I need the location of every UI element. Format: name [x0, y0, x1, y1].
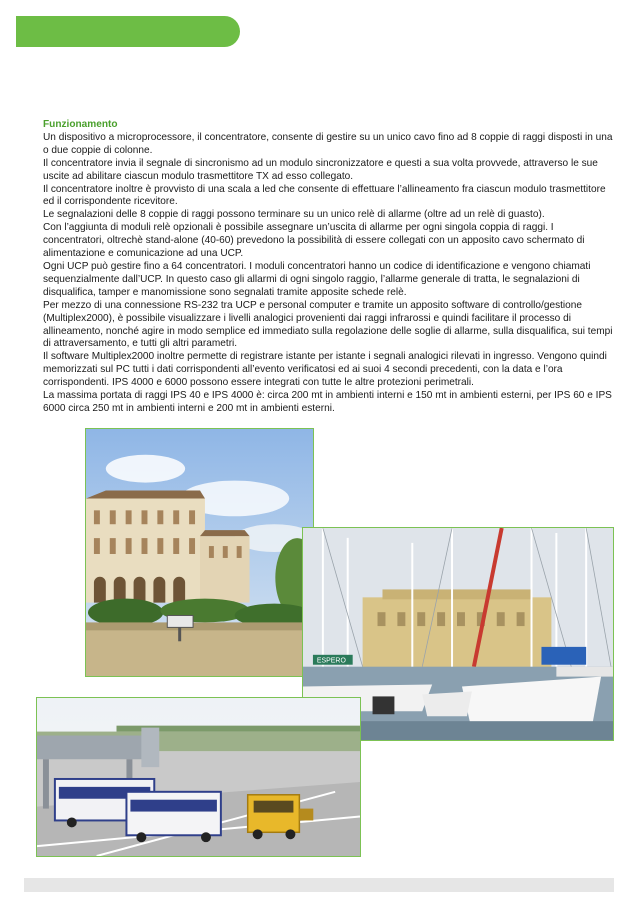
palace-photo — [85, 428, 314, 677]
paragraph-3: Il concentratore inoltre è provvisto di una scala a led che consente di effettuare l’allineamento fra ciascun modulo trasmettitore ed il corrispondente ricevitore. — [43, 183, 606, 208]
paragraph-7: Per mezzo di una connessione RS-232 tra UCP e personal computer e tramite un apposito software di controllo/gestione (Multiplex2000), è possibile visualizzare i livelli analogici provenienti dai raggi infrarossi e quindi facilitare il processo di allineamento, nonché agire in modo semplice ed immediato sulla regolazione delle soglie di allarme, sulla disqualifica, sui tempi di attraversamento, e tutti gli altri parametri. — [43, 299, 613, 350]
paragraph-6: Ogni UCP può gestire fino a 64 concentratori. I moduli concentratori hanno un codice di identificazione e vengono chiamati sequenzialmente dall’UCP. In questo caso gli allarmi di ogni singolo raggio, l’allarme generale di tratta, le segnalazioni di disqualifica, tamper e manomissione sono segnalati tramite apposite schede relè. — [43, 260, 591, 298]
airport-photo — [36, 697, 361, 857]
paragraph-8: Il software Multiplex2000 inoltre permette di registrare istante per istante i segnali analogici rilevati in ingresso. Vengono quindi memorizzati sul PC tutti i dati corrispondenti all’evento verificatosi ed ai suoi 4 secondi precedenti, con la data e l’ora corrispondenti. IPS 4000 e 6000 possono essere integrati con tutte le altre protezioni perimetrali. — [43, 351, 607, 389]
text-section — [43, 119, 615, 416]
paragraph-5: Con l’aggiunta di moduli relè opzionali è possibile assegnare un’uscita di allarme per ogni singola coppia di raggi. I concentratori, oltrechè stand-alone (40-60) prevedono la possibilità di essere collegati con un apposito cavo schermato di alimentazione e comunicazione ad una UCP. — [43, 222, 585, 260]
paragraph-9: La massima portata di raggi IPS 40 e IPS 4000 è: circa 200 mt in ambienti interni e 150 mt in ambienti esterni, per IPS 60 e IPS 6000 circa 250 mt in ambienti interni e 200 mt in ambienti esterni. — [43, 390, 612, 414]
paragraph-4: Le segnalazioni delle 8 coppie di raggi possono terminare su un unico relè di allarme (oltre ad un relè di guasto). — [43, 209, 545, 221]
footer-bar — [24, 878, 614, 892]
header-green-tab — [16, 16, 240, 47]
paragraph-1: Un dispositivo a microprocessore, il concentratore, consente di gestire su un unico cavo fino ad 8 coppie di raggi disposti in una o due coppie di colonne. — [43, 131, 613, 156]
boat-name-label: ESPERO — [316, 657, 346, 665]
section-title: Funzionamento — [43, 119, 118, 130]
paragraph-2: Il concentratore invia il segnale di sincronismo ad un modulo sincronizzatore e questi a sua volta provvede, attraverso le sue uscite ad abilitare ciascun modulo trasmettitore TX ad esso collegato. — [43, 157, 598, 182]
